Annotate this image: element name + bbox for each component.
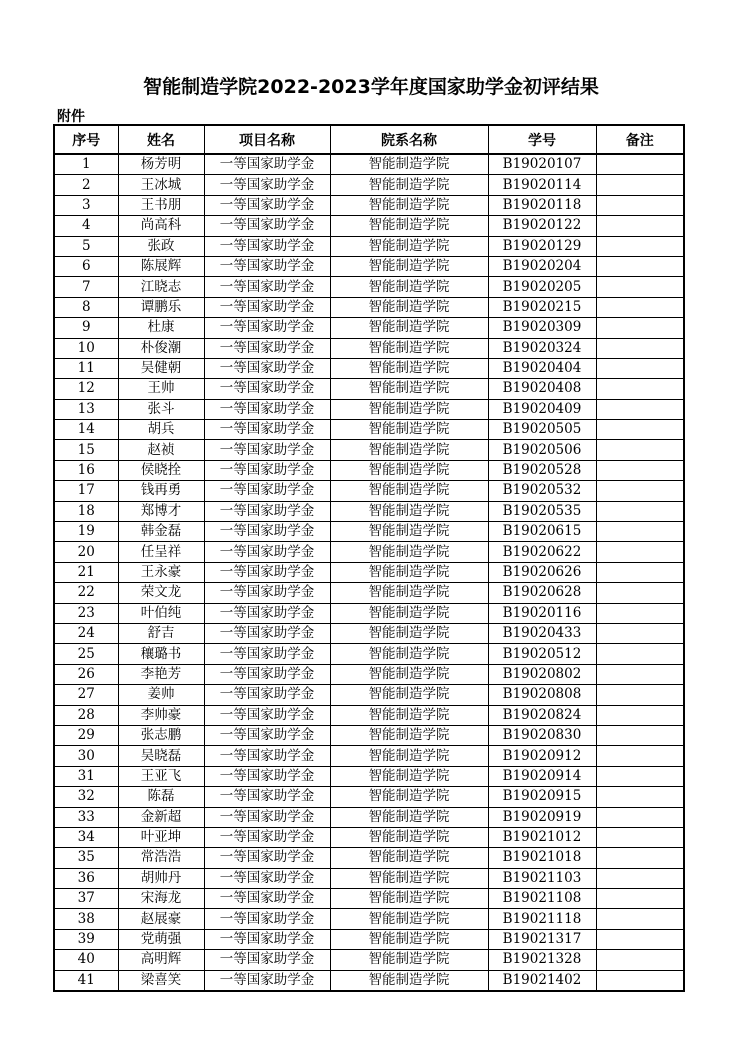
cell-name: 张志鹏: [118, 725, 204, 745]
cell-student-id: B19020532: [488, 481, 596, 501]
cell-student-id: B19020433: [488, 623, 596, 643]
cell-remarks: [596, 379, 684, 399]
cell-name: 姜帅: [118, 685, 204, 705]
cell-department: 智能制造学院: [330, 868, 488, 888]
cell-project: 一等国家助学金: [204, 848, 330, 868]
cell-index: 29: [54, 725, 118, 745]
cell-remarks: [596, 787, 684, 807]
cell-name: 吴健朝: [118, 358, 204, 378]
cell-department: 智能制造学院: [330, 929, 488, 949]
cell-remarks: [596, 705, 684, 725]
cell-student-id: B19020324: [488, 338, 596, 358]
cell-index: 40: [54, 950, 118, 970]
cell-index: 24: [54, 623, 118, 643]
cell-project: 一等国家助学金: [204, 603, 330, 623]
table-row: [54, 583, 684, 603]
cell-index: 32: [54, 787, 118, 807]
cell-remarks: [596, 644, 684, 664]
cell-student-id: B19020802: [488, 664, 596, 684]
cell-remarks: [596, 440, 684, 460]
table-row: [54, 950, 684, 970]
cell-project: 一等国家助学金: [204, 195, 330, 215]
cell-department: 智能制造学院: [330, 481, 488, 501]
cell-project: 一等国家助学金: [204, 868, 330, 888]
table-row: [54, 603, 684, 623]
table-row: [54, 256, 684, 276]
cell-index: 2: [54, 175, 118, 195]
cell-department: 智能制造学院: [330, 256, 488, 276]
cell-student-id: B19021317: [488, 929, 596, 949]
cell-remarks: [596, 766, 684, 786]
cell-department: 智能制造学院: [330, 746, 488, 766]
cell-project: 一等国家助学金: [204, 522, 330, 542]
cell-department: 智能制造学院: [330, 460, 488, 480]
cell-department: 智能制造学院: [330, 358, 488, 378]
table-row: [54, 562, 684, 582]
cell-name: 叶伯纯: [118, 603, 204, 623]
cell-remarks: [596, 909, 684, 929]
cell-remarks: [596, 889, 684, 909]
cell-project: 一等国家助学金: [204, 807, 330, 827]
cell-index: 4: [54, 216, 118, 236]
cell-student-id: B19021012: [488, 827, 596, 847]
cell-index: 19: [54, 522, 118, 542]
cell-student-id: B19021402: [488, 970, 596, 991]
cell-department: 智能制造学院: [330, 603, 488, 623]
cell-remarks: [596, 154, 684, 175]
cell-project: 一等国家助学金: [204, 766, 330, 786]
cell-index: 12: [54, 379, 118, 399]
cell-remarks: [596, 236, 684, 256]
cell-remarks: [596, 460, 684, 480]
cell-student-id: B19020114: [488, 175, 596, 195]
header-remarks: 备注: [596, 125, 684, 154]
cell-project: 一等国家助学金: [204, 154, 330, 175]
cell-project: 一等国家助学金: [204, 889, 330, 909]
table-row: [54, 725, 684, 745]
cell-department: 智能制造学院: [330, 542, 488, 562]
cell-index: 41: [54, 970, 118, 991]
cell-department: 智能制造学院: [330, 154, 488, 175]
cell-index: 18: [54, 501, 118, 521]
cell-remarks: [596, 358, 684, 378]
table-row: [54, 623, 684, 643]
cell-project: 一等国家助学金: [204, 827, 330, 847]
cell-index: 36: [54, 868, 118, 888]
cell-project: 一等国家助学金: [204, 440, 330, 460]
cell-student-id: B19020309: [488, 318, 596, 338]
cell-department: 智能制造学院: [330, 623, 488, 643]
cell-index: 8: [54, 297, 118, 317]
cell-project: 一等国家助学金: [204, 542, 330, 562]
cell-department: 智能制造学院: [330, 420, 488, 440]
cell-project: 一等国家助学金: [204, 297, 330, 317]
cell-student-id: B19020408: [488, 379, 596, 399]
cell-index: 5: [54, 236, 118, 256]
cell-index: 14: [54, 420, 118, 440]
cell-index: 38: [54, 909, 118, 929]
cell-index: 1: [54, 154, 118, 175]
cell-project: 一等国家助学金: [204, 501, 330, 521]
cell-remarks: [596, 746, 684, 766]
cell-student-id: B19020122: [488, 216, 596, 236]
table-row: [54, 766, 684, 786]
cell-index: 6: [54, 256, 118, 276]
cell-project: 一等国家助学金: [204, 950, 330, 970]
cell-student-id: B19021328: [488, 950, 596, 970]
cell-department: 智能制造学院: [330, 562, 488, 582]
table-row: [54, 277, 684, 297]
cell-remarks: [596, 807, 684, 827]
cell-index: 13: [54, 399, 118, 419]
cell-project: 一等国家助学金: [204, 929, 330, 949]
table-row: [54, 481, 684, 501]
header-student-id: 学号: [488, 125, 596, 154]
cell-name: 李艳芳: [118, 664, 204, 684]
table-row: [54, 522, 684, 542]
cell-index: 10: [54, 338, 118, 358]
cell-name: 舒吉: [118, 623, 204, 643]
cell-student-id: B19020116: [488, 603, 596, 623]
table-row: [54, 154, 684, 175]
cell-name: 常浩浩: [118, 848, 204, 868]
cell-name: 王冰城: [118, 175, 204, 195]
cell-remarks: [596, 338, 684, 358]
cell-name: 尚高科: [118, 216, 204, 236]
cell-remarks: [596, 277, 684, 297]
cell-department: 智能制造学院: [330, 338, 488, 358]
cell-name: 宋海龙: [118, 889, 204, 909]
header-name: 姓名: [118, 125, 204, 154]
cell-department: 智能制造学院: [330, 236, 488, 256]
cell-project: 一等国家助学金: [204, 420, 330, 440]
cell-name: 陈展辉: [118, 256, 204, 276]
cell-index: 9: [54, 318, 118, 338]
cell-remarks: [596, 256, 684, 276]
cell-department: 智能制造学院: [330, 889, 488, 909]
table-row: [54, 746, 684, 766]
cell-project: 一等国家助学金: [204, 664, 330, 684]
cell-name: 吴晓磊: [118, 746, 204, 766]
cell-student-id: B19020215: [488, 297, 596, 317]
cell-student-id: B19020528: [488, 460, 596, 480]
cell-project: 一等国家助学金: [204, 970, 330, 991]
table-row: [54, 440, 684, 460]
cell-project: 一等国家助学金: [204, 746, 330, 766]
cell-department: 智能制造学院: [330, 848, 488, 868]
cell-student-id: B19020615: [488, 522, 596, 542]
cell-student-id: B19020919: [488, 807, 596, 827]
cell-department: 智能制造学院: [330, 583, 488, 603]
cell-student-id: B19020535: [488, 501, 596, 521]
cell-name: 侯晓拴: [118, 460, 204, 480]
cell-name: 王书朋: [118, 195, 204, 215]
cell-name: 任呈祥: [118, 542, 204, 562]
cell-index: 16: [54, 460, 118, 480]
cell-remarks: [596, 950, 684, 970]
cell-department: 智能制造学院: [330, 399, 488, 419]
cell-student-id: B19020915: [488, 787, 596, 807]
table-row: [54, 338, 684, 358]
cell-project: 一等国家助学金: [204, 685, 330, 705]
cell-student-id: B19020404: [488, 358, 596, 378]
cell-department: 智能制造学院: [330, 950, 488, 970]
cell-index: 22: [54, 583, 118, 603]
table-row: [54, 297, 684, 317]
table-row: [54, 685, 684, 705]
header-index: 序号: [54, 125, 118, 154]
table-row: [54, 827, 684, 847]
table-row: [54, 420, 684, 440]
cell-name: 王帅: [118, 379, 204, 399]
cell-project: 一等国家助学金: [204, 175, 330, 195]
cell-index: 11: [54, 358, 118, 378]
cell-project: 一等国家助学金: [204, 399, 330, 419]
cell-remarks: [596, 848, 684, 868]
cell-student-id: B19020107: [488, 154, 596, 175]
cell-name: 胡兵: [118, 420, 204, 440]
cell-project: 一等国家助学金: [204, 277, 330, 297]
cell-project: 一等国家助学金: [204, 644, 330, 664]
cell-project: 一等国家助学金: [204, 460, 330, 480]
cell-remarks: [596, 522, 684, 542]
cell-student-id: B19021118: [488, 909, 596, 929]
cell-department: 智能制造学院: [330, 807, 488, 827]
cell-name: 张斗: [118, 399, 204, 419]
cell-project: 一等国家助学金: [204, 583, 330, 603]
cell-name: 党萌强: [118, 929, 204, 949]
cell-index: 27: [54, 685, 118, 705]
cell-project: 一等国家助学金: [204, 358, 330, 378]
cell-name: 荣文龙: [118, 583, 204, 603]
cell-department: 智能制造学院: [330, 379, 488, 399]
table-row: [54, 909, 684, 929]
cell-name: 梁喜笑: [118, 970, 204, 991]
cell-department: 智能制造学院: [330, 440, 488, 460]
cell-index: 31: [54, 766, 118, 786]
cell-name: 张政: [118, 236, 204, 256]
table-row: [54, 705, 684, 725]
cell-index: 35: [54, 848, 118, 868]
cell-student-id: B19020512: [488, 644, 596, 664]
cell-project: 一等国家助学金: [204, 562, 330, 582]
cell-department: 智能制造学院: [330, 175, 488, 195]
cell-student-id: B19020824: [488, 705, 596, 725]
cell-project: 一等国家助学金: [204, 481, 330, 501]
table-row: [54, 807, 684, 827]
cell-name: 叶亚坤: [118, 827, 204, 847]
cell-remarks: [596, 664, 684, 684]
cell-name: 穰璐书: [118, 644, 204, 664]
cell-index: 17: [54, 481, 118, 501]
cell-remarks: [596, 216, 684, 236]
cell-department: 智能制造学院: [330, 725, 488, 745]
cell-department: 智能制造学院: [330, 909, 488, 929]
cell-department: 智能制造学院: [330, 970, 488, 991]
cell-remarks: [596, 175, 684, 195]
cell-student-id: B19020129: [488, 236, 596, 256]
cell-department: 智能制造学院: [330, 501, 488, 521]
cell-project: 一等国家助学金: [204, 216, 330, 236]
cell-remarks: [596, 297, 684, 317]
table-row: [54, 318, 684, 338]
cell-name: 钱再勇: [118, 481, 204, 501]
cell-name: 谭鹏乐: [118, 297, 204, 317]
cell-student-id: B19020830: [488, 725, 596, 745]
cell-department: 智能制造学院: [330, 277, 488, 297]
cell-department: 智能制造学院: [330, 685, 488, 705]
cell-remarks: [596, 195, 684, 215]
cell-project: 一等国家助学金: [204, 256, 330, 276]
cell-remarks: [596, 827, 684, 847]
cell-index: 28: [54, 705, 118, 725]
cell-student-id: B19020912: [488, 746, 596, 766]
table-row: [54, 664, 684, 684]
cell-index: 21: [54, 562, 118, 582]
table-row: [54, 358, 684, 378]
cell-remarks: [596, 685, 684, 705]
cell-remarks: [596, 970, 684, 991]
cell-remarks: [596, 562, 684, 582]
cell-index: 26: [54, 664, 118, 684]
cell-student-id: B19020808: [488, 685, 596, 705]
table-row: [54, 399, 684, 419]
cell-department: 智能制造学院: [330, 766, 488, 786]
cell-name: 韩金磊: [118, 522, 204, 542]
cell-name: 陈磊: [118, 787, 204, 807]
cell-remarks: [596, 318, 684, 338]
table-row: [54, 644, 684, 664]
table-row: [54, 929, 684, 949]
table-row: [54, 848, 684, 868]
cell-remarks: [596, 623, 684, 643]
cell-project: 一等国家助学金: [204, 236, 330, 256]
cell-remarks: [596, 725, 684, 745]
table-row: [54, 216, 684, 236]
cell-name: 郑博才: [118, 501, 204, 521]
table-row: [54, 175, 684, 195]
cell-name: 金新超: [118, 807, 204, 827]
cell-remarks: [596, 542, 684, 562]
cell-department: 智能制造学院: [330, 827, 488, 847]
cell-student-id: B19020628: [488, 583, 596, 603]
header-department: 院系名称: [330, 125, 488, 154]
cell-index: 39: [54, 929, 118, 949]
cell-index: 33: [54, 807, 118, 827]
page-title: 智能制造学院2022-2023学年度国家助学金初评结果: [143, 76, 599, 98]
cell-department: 智能制造学院: [330, 522, 488, 542]
cell-student-id: B19020506: [488, 440, 596, 460]
cell-index: 30: [54, 746, 118, 766]
cell-index: 23: [54, 603, 118, 623]
cell-project: 一等国家助学金: [204, 787, 330, 807]
cell-project: 一等国家助学金: [204, 318, 330, 338]
cell-remarks: [596, 868, 684, 888]
cell-student-id: B19020204: [488, 256, 596, 276]
cell-name: 李帅豪: [118, 705, 204, 725]
cell-project: 一等国家助学金: [204, 379, 330, 399]
table-row: [54, 236, 684, 256]
table-header-row: [54, 125, 684, 154]
table-row: [54, 970, 684, 991]
cell-department: 智能制造学院: [330, 644, 488, 664]
cell-project: 一等国家助学金: [204, 338, 330, 358]
cell-department: 智能制造学院: [330, 318, 488, 338]
cell-name: 胡帅丹: [118, 868, 204, 888]
cell-remarks: [596, 399, 684, 419]
cell-name: 王永豪: [118, 562, 204, 582]
cell-project: 一等国家助学金: [204, 725, 330, 745]
cell-name: 赵展豪: [118, 909, 204, 929]
cell-student-id: B19020118: [488, 195, 596, 215]
cell-index: 37: [54, 889, 118, 909]
table-row: [54, 501, 684, 521]
cell-department: 智能制造学院: [330, 705, 488, 725]
table-row: [54, 889, 684, 909]
header-project: 项目名称: [204, 125, 330, 154]
cell-department: 智能制造学院: [330, 216, 488, 236]
table-row: [54, 868, 684, 888]
cell-remarks: [596, 583, 684, 603]
cell-project: 一等国家助学金: [204, 909, 330, 929]
attachment-label: 附件: [57, 109, 85, 125]
cell-student-id: B19021103: [488, 868, 596, 888]
cell-remarks: [596, 420, 684, 440]
table-row: [54, 379, 684, 399]
cell-project: 一等国家助学金: [204, 623, 330, 643]
cell-remarks: [596, 481, 684, 501]
table-row: [54, 542, 684, 562]
cell-student-id: B19020409: [488, 399, 596, 419]
cell-department: 智能制造学院: [330, 195, 488, 215]
cell-project: 一等国家助学金: [204, 705, 330, 725]
cell-remarks: [596, 603, 684, 623]
table-row: [54, 787, 684, 807]
cell-name: 杜康: [118, 318, 204, 338]
cell-department: 智能制造学院: [330, 297, 488, 317]
cell-index: 25: [54, 644, 118, 664]
cell-index: 7: [54, 277, 118, 297]
cell-student-id: B19020626: [488, 562, 596, 582]
cell-name: 杨芳明: [118, 154, 204, 175]
cell-name: 赵祯: [118, 440, 204, 460]
cell-name: 王亚飞: [118, 766, 204, 786]
cell-student-id: B19020622: [488, 542, 596, 562]
cell-name: 高明辉: [118, 950, 204, 970]
cell-department: 智能制造学院: [330, 664, 488, 684]
cell-student-id: B19020205: [488, 277, 596, 297]
cell-remarks: [596, 929, 684, 949]
cell-name: 朴俊潮: [118, 338, 204, 358]
cell-index: 34: [54, 827, 118, 847]
cell-index: 20: [54, 542, 118, 562]
cell-student-id: B19020505: [488, 420, 596, 440]
cell-name: 江晓志: [118, 277, 204, 297]
cell-remarks: [596, 501, 684, 521]
cell-student-id: B19020914: [488, 766, 596, 786]
cell-department: 智能制造学院: [330, 787, 488, 807]
cell-student-id: B19021108: [488, 889, 596, 909]
table-row: [54, 460, 684, 480]
cell-index: 15: [54, 440, 118, 460]
results-table: [53, 124, 685, 992]
table-row: [54, 195, 684, 215]
cell-index: 3: [54, 195, 118, 215]
cell-student-id: B19021018: [488, 848, 596, 868]
